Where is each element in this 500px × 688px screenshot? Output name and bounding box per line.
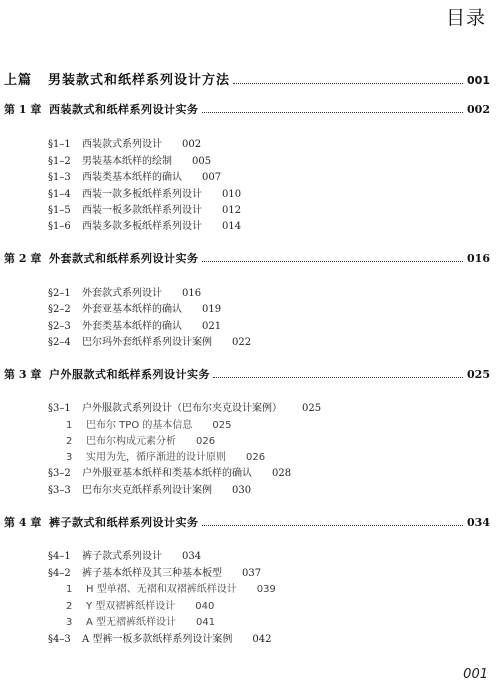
chapter-title: 外套款式和纸样系列设计实务 [49,252,199,265]
subentry-title: 实用为先，循序渐进的设计原则 [86,452,226,463]
dot-leader [202,112,464,113]
entry-title: 外套款式系列设计 [82,288,162,299]
toc-entry[interactable] [48,152,211,167]
subentry-number: 2 [66,601,73,612]
subentry-number: 3 [66,617,73,628]
entry-title: 巴布尔夹克纸样系列设计案例 [82,485,212,496]
footer-page-number: 001 [463,667,488,682]
entry-title: 西装多款多板纸样系列设计 [82,221,202,232]
toc-entry[interactable] [48,481,251,496]
entry-number: §2–2 [48,304,71,315]
chapter-title: 户外服款式和纸样系列设计实务 [49,368,210,381]
subentry-page: 041 [196,617,216,628]
entry-page: 019 [202,304,222,315]
chapter-title: 西装款式和纸样系列设计实务 [49,103,199,116]
entry-page: 007 [202,172,222,183]
entry-page: 010 [222,189,242,200]
entry-title: 西装类基本纸样的确认 [82,172,182,183]
entry-number: §4–3 [48,634,71,645]
entry-title: 西装一板多款纸样系列设计 [82,205,202,216]
chapter-page-number: 034 [467,516,490,529]
entry-number: §2–3 [48,321,71,332]
entry-page: 016 [182,288,202,299]
chapter-label: 第 3 章 [4,368,42,381]
chapter-label: 第 4 章 [4,516,42,529]
entry-title: A 型裤一板多款纸样系列设计案例 [82,634,233,645]
part-title: 男装款式和纸样系列设计方法 [48,73,231,88]
part-label: 上篇 [4,73,33,88]
entry-number: §3–3 [48,485,71,496]
entry-number: §1–2 [48,156,71,167]
entry-page: 022 [232,337,252,348]
page-title: 目录 [445,7,486,29]
toc-part-row[interactable] [4,69,490,88]
toc-subentry[interactable] [66,613,215,628]
toc-entry[interactable] [48,399,321,414]
toc-entry[interactable] [48,284,201,299]
entry-title: 户外服款式系列设计（巴布尔夹克设计案例） [82,403,282,414]
entry-page: 014 [222,221,242,232]
entry-title: 外套亚基本纸样的确认 [82,304,182,315]
entry-title: 男装基本纸样的绘制 [82,156,172,167]
subentry-number: 2 [66,436,73,447]
toc-entry[interactable] [48,217,241,232]
entry-page: 034 [182,551,202,562]
toc-entry[interactable] [48,547,201,562]
subentry-page: 039 [256,584,276,595]
entry-page: 005 [192,156,212,167]
subentry-title: H 型单褶、无褶和双褶裤纸样设计 [86,584,237,595]
entry-title: 西装款式系列设计 [82,139,162,150]
entry-number: §3–1 [48,403,71,414]
entry-page: 037 [242,568,262,579]
chapter-label: 第 2 章 [4,252,42,265]
entry-number: §3–2 [48,468,71,479]
entry-number: §1–6 [48,221,71,232]
subentry-number: 1 [66,584,73,595]
entry-number: §4–1 [48,551,71,562]
subentry-page: 026 [196,436,216,447]
chapter-label: 第 1 章 [4,103,42,116]
subentry-page: 026 [246,452,266,463]
entry-number: §1–4 [48,189,71,200]
entry-number: §4–2 [48,568,71,579]
toc-subentry[interactable] [66,597,214,612]
toc-chapter-row[interactable] [4,366,490,382]
subentry-title: A 型无褶裤纸样设计 [86,617,177,628]
entry-page: 021 [202,321,222,332]
subentry-title: Y 型双褶裤纸样设计 [86,601,176,612]
toc-entry[interactable] [48,464,291,479]
entry-page: 025 [302,403,322,414]
subentry-number: 1 [66,420,73,431]
entry-page: 012 [222,205,242,216]
toc-entry[interactable] [48,564,261,579]
entry-number: §2–4 [48,337,71,348]
entry-number: §1–1 [48,139,71,150]
dot-leader [213,377,463,378]
entry-page: 030 [232,485,252,496]
entry-title: 巴尔玛外套纸样系列设计案例 [82,337,212,348]
toc-entry[interactable] [48,630,272,645]
toc-subentry[interactable] [66,432,215,447]
entry-page: 028 [272,468,292,479]
subentry-page: 025 [212,420,232,431]
entry-title: 裤子基本纸样及其三种基本板型 [82,568,222,579]
toc-subentry[interactable] [66,580,276,595]
dot-leader [202,261,464,262]
toc-entry[interactable] [48,185,241,200]
toc-entry[interactable] [48,333,251,348]
toc-entry[interactable] [48,201,241,216]
subentry-number: 3 [66,452,73,463]
entry-page: 002 [182,139,202,150]
part-page-number: 001 [467,74,490,87]
dot-leader [202,525,464,526]
chapter-page-number: 002 [467,103,490,116]
entry-number: §1–3 [48,172,71,183]
toc-entry[interactable] [48,317,221,332]
entry-page: 042 [252,634,272,645]
chapter-title: 裤子款式和纸样系列设计实务 [49,516,199,529]
toc-subentry[interactable] [66,448,265,463]
toc-subentry[interactable] [66,416,231,431]
toc-chapter-row[interactable] [4,101,490,117]
entry-title: 户外服亚基本纸样和类基本纸样的确认 [82,468,252,479]
toc-entry[interactable] [48,168,221,183]
chapter-page-number: 016 [467,252,490,265]
toc-entry[interactable] [48,135,201,150]
toc-chapter-row[interactable] [4,514,490,530]
subentry-title: 巴布尔 TPO 的基本信息 [86,420,193,431]
entry-title: 裤子款式系列设计 [82,551,162,562]
subentry-page: 040 [195,601,215,612]
subentry-title: 巴布尔构成元素分析 [86,436,176,447]
toc-entry[interactable] [48,300,221,315]
toc-chapter-row[interactable] [4,250,490,266]
entry-number: §2–1 [48,288,71,299]
entry-title: 西装一款多板纸样系列设计 [82,189,202,200]
chapter-page-number: 025 [467,368,490,381]
entry-number: §1–5 [48,205,71,216]
entry-title: 外套类基本纸样的确认 [82,321,182,332]
dot-leader [233,83,463,84]
